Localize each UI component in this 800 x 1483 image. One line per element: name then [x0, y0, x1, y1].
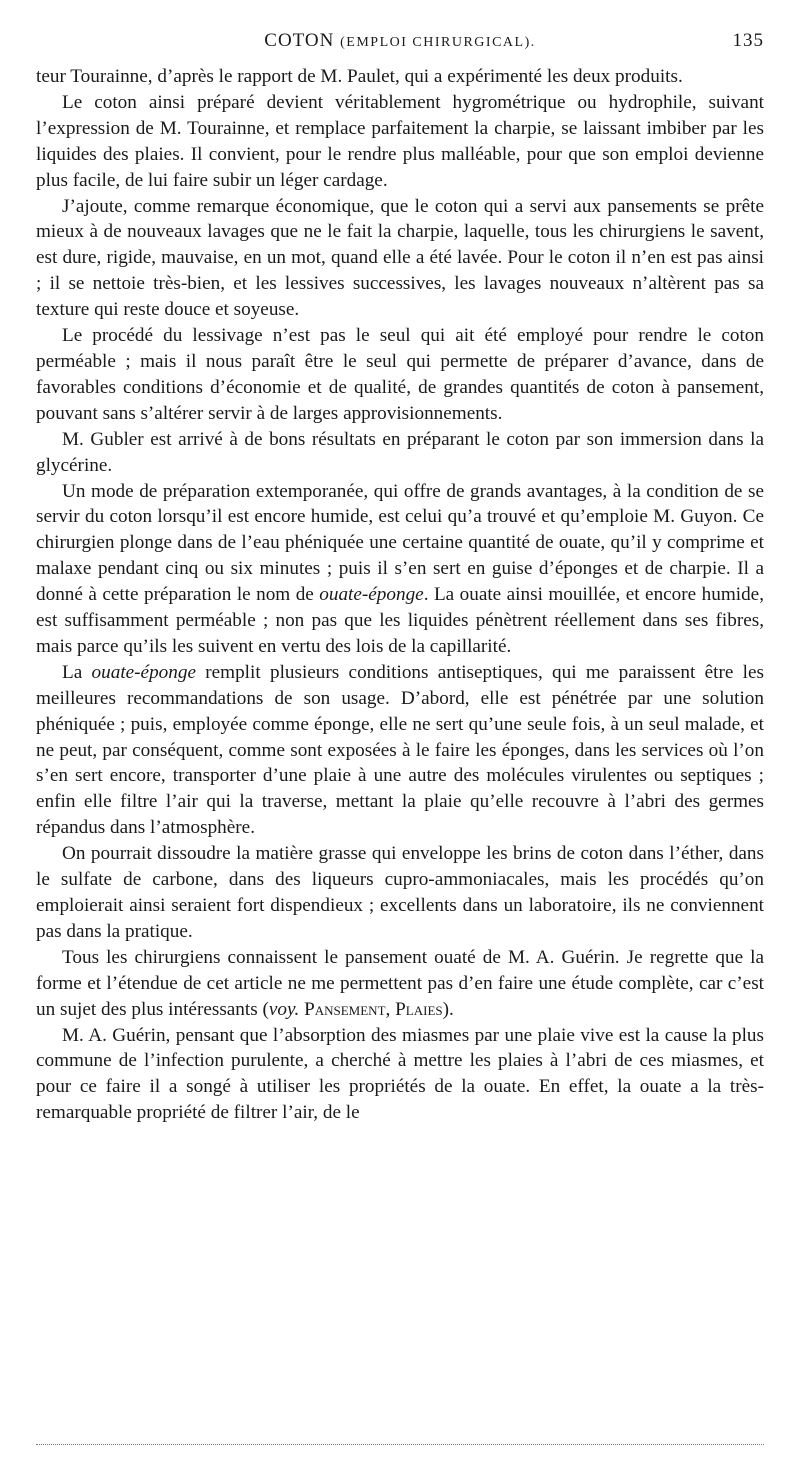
- emphasis-voy: voy.: [268, 998, 300, 1020]
- text-run: Un mode de préparation extemporanée, qui offre de grands avantages, à la condition de se servir du coton lorsqu’il est encore humide, est celui qu’a trouvé et qu’emploie M. Guyon. Ce chirurgien plonge dans de l’eau phéniquée une certaine quantité de ouate, qu’il y comprime et malaxe pendant cinq ou six minutes ; puis il s’en sert en guise d’éponges et de charpie. Il a donné à cette préparation le nom de: [36, 480, 764, 606]
- running-title-sub: (EMPLOI CHIRURGICAL).: [340, 35, 536, 50]
- emphasis-ouate-eponge: ouate-éponge: [91, 661, 196, 683]
- cross-reference-plaies: Plaies: [395, 998, 443, 1020]
- running-title: [36, 30, 764, 52]
- paragraph-pansement-ouate: [36, 945, 764, 1023]
- text-run: ).: [442, 998, 454, 1020]
- paragraph-matiere-grasse: On pourrait dissoudre la matière grasse qui enveloppe les brins de coton dans l’éther, dans le sulfate de carbone, dans des liqueurs cupro-ammoniacales, mais les procédés qu’on emploierait ainsi seraient fort dispendieux ; excellents dans un laboratoire, ils ne conviennent pas dans la pratique.: [36, 843, 764, 942]
- footer-divider: [36, 1444, 764, 1445]
- paragraph-ouate-eponge: [36, 660, 764, 841]
- text-run: remplit plusieurs conditions antiseptiques, qui me paraissent être les meilleures recommandations de son usage. D’abord, elle est pénétrée par une solution phéniquée ; puis, employée comme éponge, elle ne sert qu’une seule fois, à un seul malade, et ne peut, par conséquent, comme sont exposées à le faire les éponges, dans les services où l’on s’en sert encore, transporter d’une plaie à une autre des molécules virulentes ou septiques ; enfin elle filtre l’air qui la traverse, mettant la plaie qu’elle recouvre à l’abri des germes répandus dans l’atmosphère.: [36, 661, 764, 839]
- page-number: 135: [732, 30, 764, 51]
- paragraph-lessivage: Le procédé du lessivage n’est pas le seul qui ait été employé pour rendre le coton perméable ; mais il nous paraît être le seul qui permette de préparer d’avance, dans de favorables conditions d’économie et de qualité, de grandes quantités de coton à pansement, pouvant sans s’altérer servir à de larges approvisionnements.: [36, 325, 764, 424]
- paragraph-guyon: [36, 479, 764, 660]
- text-run: ,: [385, 998, 396, 1020]
- paragraph-remarque-economique: J’ajoute, comme remarque économique, que le coton qui a servi aux pansements se prête mieux à de nouveaux lavages que ne le fait la charpie, laquelle, tous les chirurgiens le savent, est dure, rigide, mauvaise, en un mot, quand elle a été lavée. Pour le coton il n’en est pas ainsi ; il se nettoie très-bien, et les lessives successives, les lavages nouveaux n’altèrent pas sa texture qui reste douce et soyeuse.: [36, 195, 764, 321]
- paragraph-coton-hydrophile: Le coton ainsi préparé devient véritablement hygrométrique ou hydrophile, suivant l’expression de M. Tourainne, et remplace parfaitement la charpie, se laissant imbiber par les liquides des plaies. Il convient, pour le rendre plus malléable, pour que son emploi devienne plus facile, de lui faire subir un léger cardage.: [36, 91, 764, 191]
- text-run: Tous les chirurgiens connaissent le pansement ouaté de M. A. Guérin. Je regrette que la forme et l’étendue de cet article ne me permettent pas d’en faire une étude complète, car c’est un sujet des plus intéressants (: [36, 946, 764, 1020]
- running-title-main: COTON: [264, 30, 335, 51]
- cross-reference-pansement: Pansement: [299, 998, 386, 1020]
- paragraph-continuation: teur Tourainne, d’après le rapport de M. Paulet, qui a expérimenté les deux produits.: [36, 66, 683, 87]
- paragraph-guerin-miasmes: M. A. Guérin, pensant que l’absorption des miasmes par une plaie vive est la cause la plus commune de l’infection purulente, a cherché à mettre les plaies à l’abri de ces miasmes, et pour ce faire il a songé à utiliser les propriétés de la ouate. En effet, la ouate a la très-remarquable propriété de filtrer l’air, de le: [36, 1024, 764, 1124]
- emphasis-ouate-eponge: ouate-éponge: [319, 584, 424, 606]
- text-run: La: [62, 661, 92, 683]
- body-text: [36, 64, 764, 1126]
- running-header: [36, 30, 764, 56]
- text-run: . La ouate ainsi mouillée, et encore humide, est suffisamment perméable ; non pas que les liquides pénètrent réellement dans ses fibres, mais parce qu’ils les suivent en vertu des lois de la capillarité.: [36, 584, 764, 657]
- paragraph-gubler: M. Gubler est arrivé à de bons résultats en préparant le coton par son immersion dans la glycérine.: [36, 428, 764, 476]
